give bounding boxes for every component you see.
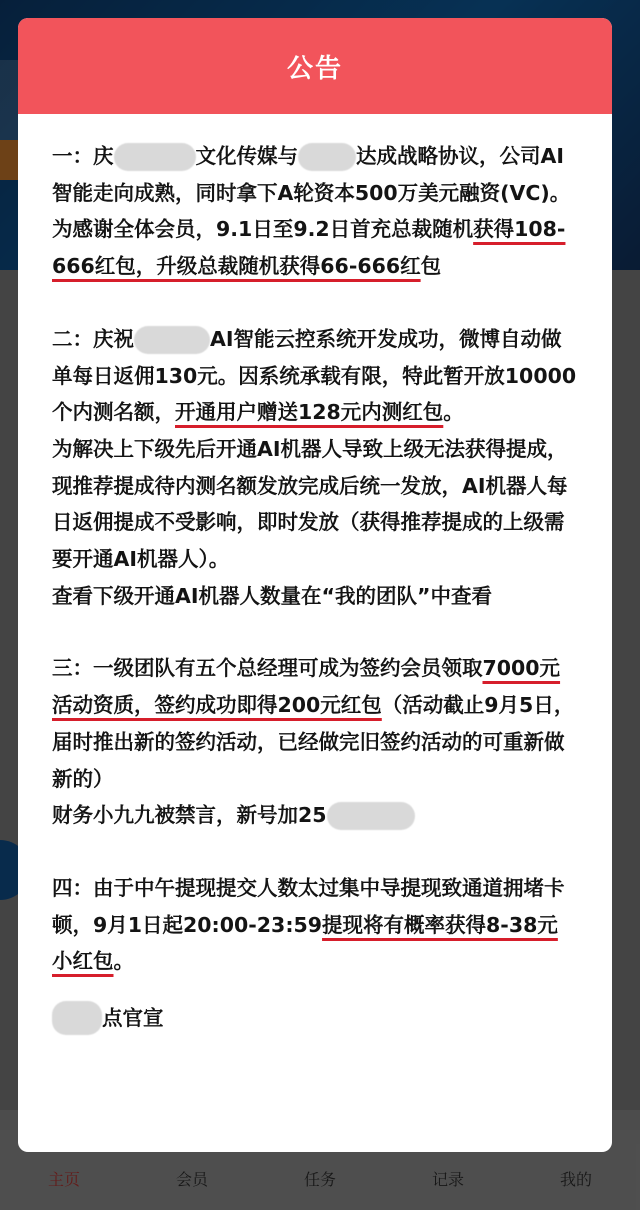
tab-home[interactable]: 主页 (47, 1170, 80, 1189)
announcement-modal (18, 18, 612, 1152)
text: AI智能云控系统开发成功，微博自动做单每日返佣130元。因系统承载有限，特此暂开放10000个内测名额， (52, 326, 577, 425)
text: 财务小九九被禁言，新号加25 (52, 803, 327, 828)
section-one (52, 138, 578, 285)
section-two-team: 查看下级开通AI机器人数量在“我的团队”中查看 (52, 583, 492, 608)
blurred-name (114, 143, 196, 171)
tab-member[interactable]: 会员 (175, 1170, 208, 1189)
signature (52, 1000, 578, 1037)
text: 。 (443, 400, 464, 425)
tab-mine[interactable]: 我的 (559, 1170, 592, 1189)
section-two (52, 321, 578, 431)
signature-text: 点官宣 (102, 1006, 164, 1031)
section-two-note: 为解决上下级先后开通AI机器人导致上级无法获得提成，现推荐提成待内测名额发放完成后统一发放，AI机器人每日返佣提成不受影响，即时发放（获得推荐提成的上级需要开通AI机器人）。 (52, 436, 568, 572)
finance-contact (52, 797, 578, 834)
highlighted-text: 获得108-666红包，升级总裁随机获得66-666红 (52, 217, 566, 279)
blurred-logo (52, 1001, 102, 1035)
text: 二：庆祝 (52, 326, 134, 351)
text: 文化传媒与 (195, 144, 298, 168)
highlighted-text: 7000元活动资质，签约成功即得200元红包 (52, 656, 561, 718)
tab-record[interactable]: 记录 (431, 1170, 464, 1189)
highlighted-text: 提现将有概率获得8-38元小红包 (52, 912, 558, 974)
text: 一：庆 (52, 144, 114, 168)
text: （活动截止9月5日，届时推出新的签约活动，已经做完旧签约活动的可重新做新的） (52, 693, 575, 791)
section-four (52, 870, 578, 980)
text: 三：一级团队有五个总经理可成为签约会员领取 (52, 656, 483, 681)
modal-title: 公告 (18, 18, 612, 114)
blurred-name (134, 326, 210, 354)
text: 包 (420, 254, 442, 279)
text: 达成战略协议，公司AI智能走向成熟，同时拿下A轮资本500万美元融资(VC)。为感谢全体会员，9.1日至9.2日首充总裁随机 (52, 144, 571, 242)
section-three (52, 650, 578, 797)
blurred-contact (327, 802, 415, 830)
text: 四：由于中午提现提交人数太过集中导提现致通道拥堵卡顿，9月1日起20:00-23:59 (52, 875, 565, 937)
highlighted-text: 开通用户赠送128元内测红包 (175, 400, 444, 425)
text: 。 (113, 949, 134, 974)
blurred-name (298, 143, 356, 171)
announcement-content (18, 114, 612, 1037)
tab-task[interactable]: 任务 (303, 1170, 336, 1189)
